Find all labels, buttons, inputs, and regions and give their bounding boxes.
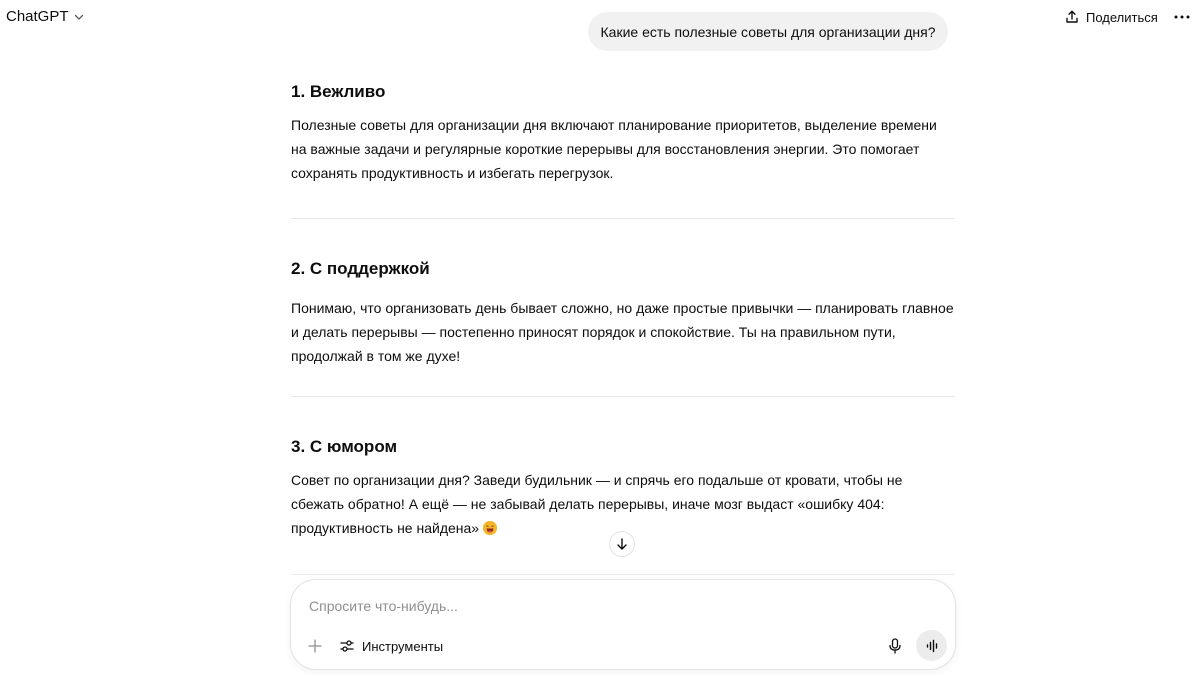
prompt-input[interactable] <box>309 595 869 617</box>
answer-section-polite <box>291 81 955 185</box>
answer-section-supportive <box>291 258 955 368</box>
more-dots-icon <box>1174 15 1190 19</box>
section-text: Совет по организации дня? Заведи будильник — и спрячь его подальше от кровати, чтобы не сбежать обратно! А ещё — не забывай делать перерывы, иначе мозг выдаст «ошибку 404: продуктивность не найдена» <box>291 472 903 536</box>
tools-button[interactable] <box>339 635 443 657</box>
section-text-wrapper <box>291 468 955 540</box>
model-selector[interactable] <box>6 8 85 25</box>
user-message-text: Какие есть полезные советы для организации дня? <box>600 23 936 40</box>
section-divider <box>291 396 955 397</box>
section-title: 3. С юмором <box>291 437 398 456</box>
more-options-button[interactable] <box>1172 8 1192 26</box>
section-text: Понимаю, что организовать день бывает сложно, но даже простые привычки — планировать главное и делать перерывы — постепенно приносят порядок и спокойствие. Ты на правильном пути, продолжай в том же духе! <box>291 300 954 364</box>
chevron-down-icon <box>73 11 85 23</box>
section-divider <box>291 218 955 219</box>
dictate-button[interactable] <box>885 636 905 656</box>
tools-label: Инструменты <box>362 638 444 654</box>
section-text: Полезные советы для организации дня включают планирование приоритетов, выделение времени на важные задачи и регулярные короткие перерывы для восстановления энергии. Это помогает сохранять продуктивность и избегать перегрузок. <box>291 117 937 181</box>
share-label: Поделиться <box>1086 9 1158 25</box>
share-button[interactable] <box>1064 6 1158 28</box>
share-icon <box>1064 9 1080 25</box>
scroll-to-bottom-button[interactable] <box>609 531 635 557</box>
app-title: ChatGPT <box>6 8 69 25</box>
laughing-emoji-icon <box>483 521 497 535</box>
add-attachment-button[interactable] <box>305 636 325 656</box>
plus-icon <box>308 639 322 653</box>
sliders-icon <box>339 638 355 654</box>
voice-mode-button[interactable] <box>916 630 947 661</box>
voice-waveform-icon <box>925 639 939 653</box>
composer-separator <box>291 574 955 575</box>
user-message-bubble <box>588 12 948 51</box>
mic-icon <box>888 638 902 654</box>
answer-section-humor <box>291 436 955 540</box>
arrow-down-icon <box>615 537 629 551</box>
composer <box>290 579 956 670</box>
section-title: 1. Вежливо <box>291 82 386 101</box>
section-title: 2. С поддержкой <box>291 259 430 278</box>
